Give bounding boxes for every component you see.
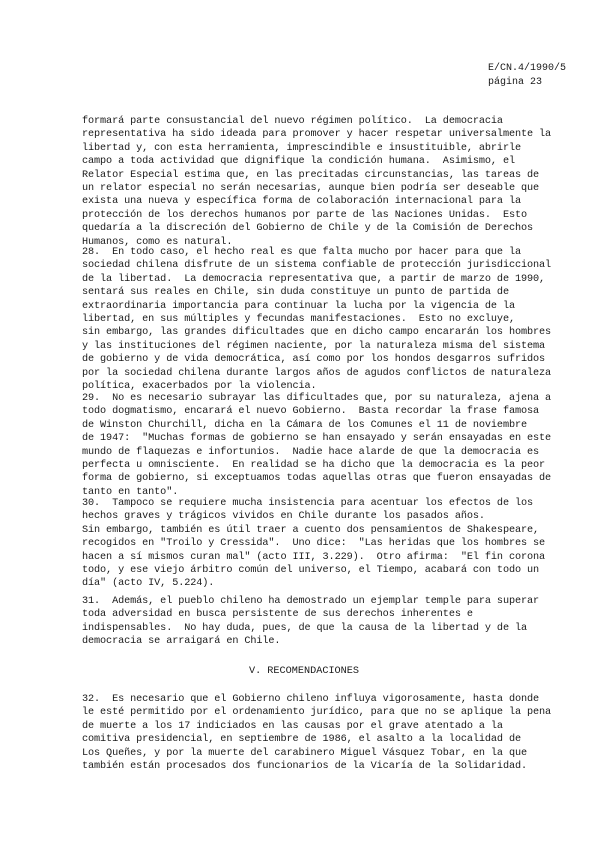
page-number: página 23 bbox=[488, 77, 543, 88]
paragraph-31: 31. Además, el pueblo chileno ha demostrado un ejemplar temple para superar toda adversidad en busca persistente de sus derechos inherentes e indispensables. No hay duda, pues, de que la causa de la libertad y de la democracia se arraigará en Chile. bbox=[82, 596, 540, 648]
paragraph-28: 28. En todo caso, el hecho real es que falta mucho por hacer para que la sociedad chilena disfrute de un sistema confiable de protección jurisdiccional de la libertad. La democracia representativa que, a partir de marzo de 1990, sentará sus reales en Chile, sin duda constituye un punto de partida de extraordinaria importancia para continuar la lucha por la vigencia de la libertad, en sus múltiples y fecundas manifestaciones. Esto no excluye, sin embargo, las grandes dificultades que en dicho campo encararán los hombres y las instituciones del régimen naciente, por la naturaleza misma del sistema de gobierno y de vida democrática, así como por los hondos desgarros sufridos por la sociedad chilena durante largos años de agudos conflictos de naturaleza política, exacerbados por la violencia. bbox=[82, 247, 552, 393]
paragraph-continuation: formará parte consustancial del nuevo régimen político. La democracia representativa ha sido ideada para promover y hacer respetar universalmente la libertad y, con esta herramienta, imprescindible e insustituible, abrirle campo a toda actividad que dignifique la condición humana. Asimismo, el Relator Especial estima que, en las precitadas circunstancias, las tareas de un relator especial no serán necesarias, aunque bien podría ser deseable que exista una nueva y específica forma de colaboración internacional para la protección de los derechos humanos por parte de las Naciones Unidas. Esto quedaría a la discreción del Gobierno de Chile y de la Comisión de Derechos Humanos, como es natural. bbox=[82, 116, 552, 248]
paragraph-29: 29. No es necesario subrayar las dificultades que, por su naturaleza, ajena a todo dogmatismo, encarará el nuevo Gobierno. Basta recordar la frase famosa de Winston Churchill, dicha en la Cámara de los Comunes el 11 de noviembre de 1947: "Muchas formas de gobierno se han ensayado y serán ensayadas en este mundo de flaquezas e infortunios. Nadie hace alarde de que la democracia es perfecta u omnisciente. En realidad se ha dicho que la democracia es la peor forma de gobierno, si exceptuamos todas aquellas otras que fueron ensayadas de tanto en tanto". bbox=[82, 393, 552, 498]
paragraph-30: 30. Tampoco se requiere mucha insistencia para acentuar los efectos de los hechos graves y trágicos vividos en Chile durante los pasados años. Sin embargo, también es útil traer a cuento dos pensamientos de Shakespeare, recogidos en "Troilo y Cressida". Uno dice: "Las heridas que los hombres se hacen a sí mismos curan mal" (acto III, 3.229). Otro afirma: "El fin corona todo, y ese viejo árbitro común del universo, el Tiempo, acabará con todo un día" (acto IV, 5.224). bbox=[82, 498, 546, 590]
document-header bbox=[488, 62, 566, 90]
section-heading: V. RECOMENDACIONES bbox=[248, 666, 360, 677]
document-symbol: E/CN.4/1990/5 bbox=[488, 63, 567, 74]
paragraph-32: 32. Es necesario que el Gobierno chileno influya vigorosamente, hasta donde le esté permitido por el ordenamiento jurídico, para que no se aplique la pena de muerte a los 17 indiciados en las causas por el grave atentado a la comitiva presidencial, en septiembre de 1986, el asalto a la localidad de Los Queñes, y por la muerte del carabinero Miguel Vásquez Tobar, en la que también están procesados dos funcionarios de la Vicaría de la Solidaridad. bbox=[82, 694, 552, 773]
